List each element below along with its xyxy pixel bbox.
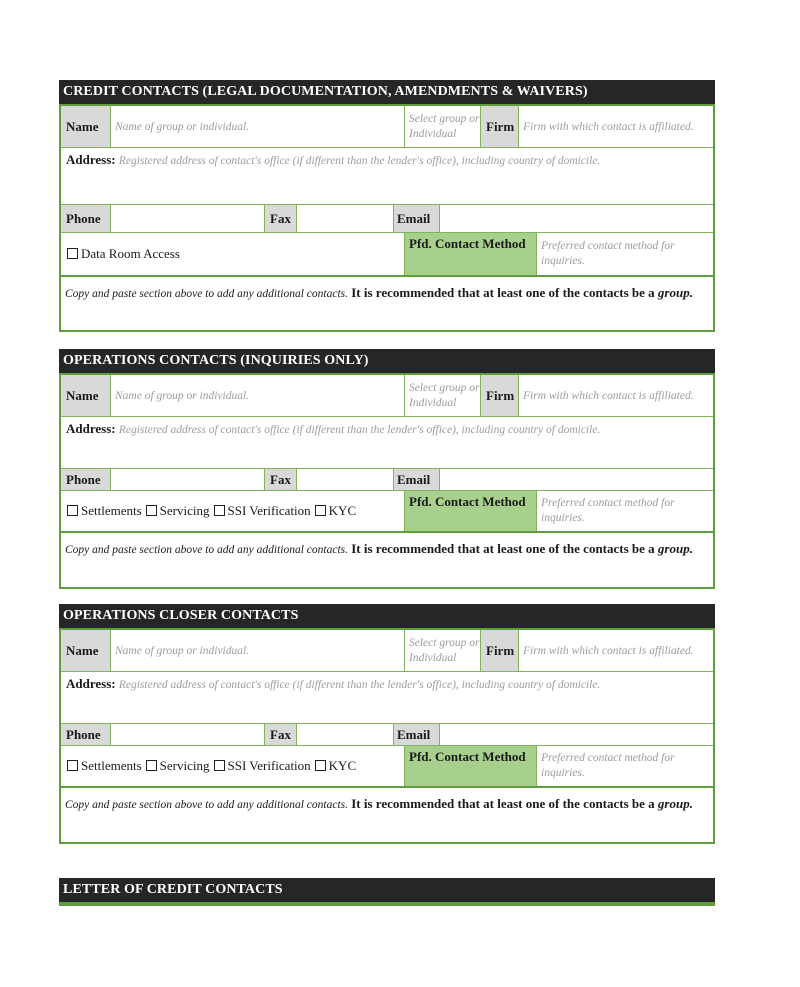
pfd-contact-input[interactable]: Preferred contact method for inquiries.: [541, 240, 675, 267]
pfd-contact-label: Pfd. Contact Method: [405, 491, 537, 531]
copy-note: [61, 275, 713, 308]
email-label: Email: [394, 469, 440, 490]
settlements-checkbox[interactable]: [67, 503, 142, 519]
checkbox-icon: [214, 760, 225, 771]
operations-contacts-section: [59, 349, 715, 589]
section-title: CREDIT CONTACTS (LEGAL DOCUMENTATION, AMENDMENTS & WAIVERS): [59, 80, 715, 106]
select-group-dropdown[interactable]: Select group or Individual: [405, 630, 481, 671]
phone-label: Phone: [61, 205, 111, 232]
section-title: OPERATIONS CONTACTS (INQUIRIES ONLY): [59, 349, 715, 375]
name-input[interactable]: Name of group or individual.: [111, 106, 405, 147]
fax-input[interactable]: [297, 469, 394, 490]
fax-label: Fax: [265, 205, 297, 232]
access-checkboxes: [61, 233, 405, 275]
checkbox-label: Settlements: [81, 503, 142, 518]
fax-label: Fax: [265, 469, 297, 490]
checkbox-label: KYC: [328, 503, 357, 518]
select-group-dropdown[interactable]: Select group or Individual: [405, 375, 481, 416]
firm-label: Firm: [481, 106, 519, 147]
data-room-access-checkbox[interactable]: [67, 246, 180, 262]
name-input[interactable]: Name of group or individual.: [111, 630, 405, 671]
email-input[interactable]: [440, 469, 713, 490]
address-placeholder: Registered address of contact's office (if different than the lender's office), including country of domicile.: [118, 155, 601, 167]
name-input[interactable]: Name of group or individual.: [111, 375, 405, 416]
kyc-checkbox[interactable]: [315, 503, 356, 519]
note-italic: Copy and paste section above to add any additional contacts.: [65, 544, 348, 556]
name-label: Name: [61, 630, 111, 671]
checkbox-icon: [67, 505, 78, 516]
email-input[interactable]: [440, 724, 713, 745]
letter-of-credit-contacts-section: [59, 878, 715, 906]
checkbox-label: KYC: [328, 758, 357, 773]
checkbox-icon: [67, 248, 78, 259]
address-field[interactable]: [61, 148, 713, 205]
operations-checkboxes: [61, 746, 405, 786]
firm-input[interactable]: Firm with which contact is affiliated.: [523, 644, 694, 657]
fax-input[interactable]: [297, 205, 394, 232]
kyc-checkbox[interactable]: [315, 758, 356, 774]
checkbox-icon: [146, 505, 157, 516]
checkbox-icon: [146, 760, 157, 771]
name-label: Name: [61, 106, 111, 147]
note-bold-end: group.: [657, 285, 693, 300]
name-label: Name: [61, 375, 111, 416]
address-placeholder: Registered address of contact's office (if different than the lender's office), including country of domicile.: [118, 424, 601, 436]
checkbox-icon: [315, 760, 326, 771]
copy-note: [61, 531, 713, 564]
note-bold-end: group.: [657, 541, 693, 556]
pfd-contact-input[interactable]: Preferred contact method for inquiries.: [541, 497, 675, 524]
checkbox-label: SSI Verification: [227, 503, 311, 518]
note-italic: Copy and paste section above to add any additional contacts.: [65, 288, 348, 300]
copy-note: [61, 786, 713, 819]
checkbox-label: Settlements: [81, 758, 142, 773]
section-title: LETTER OF CREDIT CONTACTS: [59, 878, 715, 904]
note-bold: It is recommended that at least one of the contacts be a: [351, 541, 655, 556]
phone-input[interactable]: [111, 469, 265, 490]
firm-input[interactable]: Firm with which contact is affiliated.: [523, 389, 694, 402]
phone-input[interactable]: [111, 724, 265, 745]
servicing-checkbox[interactable]: [146, 503, 210, 519]
checkbox-label: Data Room Access: [81, 246, 180, 261]
checkbox-label: Servicing: [159, 758, 210, 773]
note-bold: It is recommended that at least one of the contacts be a: [351, 285, 655, 300]
fax-input[interactable]: [297, 724, 394, 745]
phone-label: Phone: [61, 469, 111, 490]
servicing-checkbox[interactable]: [146, 758, 210, 774]
address-field[interactable]: [61, 417, 713, 469]
operations-closer-contacts-section: [59, 604, 715, 844]
phone-input[interactable]: [111, 205, 265, 232]
firm-input[interactable]: Firm with which contact is affiliated.: [523, 120, 694, 133]
email-input[interactable]: [440, 205, 713, 232]
email-label: Email: [394, 724, 440, 745]
email-label: Email: [394, 205, 440, 232]
note-bold: It is recommended that at least one of the contacts be a: [351, 796, 655, 811]
address-label: Address:: [66, 676, 116, 691]
ssi-verification-checkbox[interactable]: [214, 503, 311, 519]
address-field[interactable]: [61, 672, 713, 724]
credit-contacts-section: [59, 80, 715, 332]
operations-checkboxes: [61, 491, 405, 531]
settlements-checkbox[interactable]: [67, 758, 142, 774]
checkbox-icon: [67, 760, 78, 771]
address-label: Address:: [66, 152, 116, 167]
note-bold-end: group.: [657, 796, 693, 811]
firm-label: Firm: [481, 375, 519, 416]
select-group-dropdown[interactable]: Select group or Individual: [405, 106, 481, 147]
note-italic: Copy and paste section above to add any additional contacts.: [65, 799, 348, 811]
firm-label: Firm: [481, 630, 519, 671]
address-placeholder: Registered address of contact's office (if different than the lender's office), including country of domicile.: [118, 679, 601, 691]
pfd-contact-label: Pfd. Contact Method: [405, 233, 537, 275]
checkbox-icon: [214, 505, 225, 516]
fax-label: Fax: [265, 724, 297, 745]
ssi-verification-checkbox[interactable]: [214, 758, 311, 774]
phone-label: Phone: [61, 724, 111, 745]
address-label: Address:: [66, 421, 116, 436]
checkbox-icon: [315, 505, 326, 516]
pfd-contact-input[interactable]: Preferred contact method for inquiries.: [541, 752, 675, 779]
checkbox-label: Servicing: [159, 503, 210, 518]
checkbox-label: SSI Verification: [227, 758, 311, 773]
section-title: OPERATIONS CLOSER CONTACTS: [59, 604, 715, 630]
pfd-contact-label: Pfd. Contact Method: [405, 746, 537, 786]
